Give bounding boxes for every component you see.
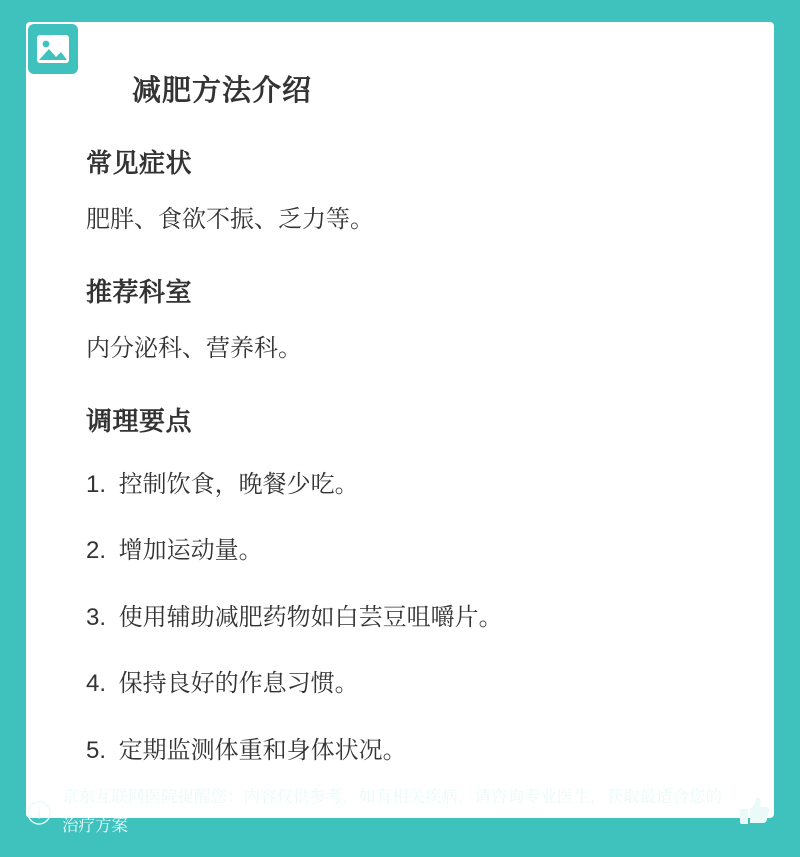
list-item — [86, 718, 744, 784]
document-image-icon — [22, 18, 84, 80]
list-item-text: 保持良好的作息习惯。 — [118, 670, 359, 698]
section-body: 肥胖、食欲不振、乏力等。 — [86, 206, 374, 233]
section-departments — [56, 272, 744, 367]
list-item — [86, 452, 744, 518]
section-heading: 推荐科室 — [86, 277, 193, 307]
footer-disclaimer — [26, 783, 774, 841]
section-care-points — [56, 401, 744, 784]
list-item-number: 5. — [86, 736, 107, 764]
list-item-text: 控制饮食，晚餐少吃。 — [118, 471, 359, 498]
thumbs-up-icon[interactable] — [732, 791, 774, 833]
section-symptoms — [56, 143, 744, 238]
list-item-number: 3. — [86, 603, 107, 631]
list-item — [86, 518, 744, 584]
page-title: 减肥方法介绍 — [132, 75, 313, 107]
list-item — [86, 585, 744, 651]
content-card — [26, 22, 774, 818]
list-item-number: 2. — [86, 537, 107, 565]
list-item-text: 定期监测体重和身体状况。 — [118, 736, 407, 764]
list-item — [86, 651, 744, 717]
footer-text: 京东互联网医院提醒您：内容仅供参考，如有相关疾病，请咨询专业医生，获取最适合您的治疗方案 — [62, 788, 722, 836]
section-body: 内分泌科、营养科。 — [86, 335, 302, 362]
list-item-text: 使用辅助减肥药物如白芸豆咀嚼片。 — [118, 603, 503, 631]
list-item-number: 4. — [86, 670, 107, 698]
list-item-text: 增加运动量。 — [118, 537, 263, 565]
section-heading: 调理要点 — [86, 406, 193, 436]
care-points-list — [56, 452, 744, 784]
section-heading: 常见症状 — [86, 148, 193, 178]
info-circle-icon — [26, 800, 52, 826]
list-item-number: 1. — [86, 471, 107, 498]
